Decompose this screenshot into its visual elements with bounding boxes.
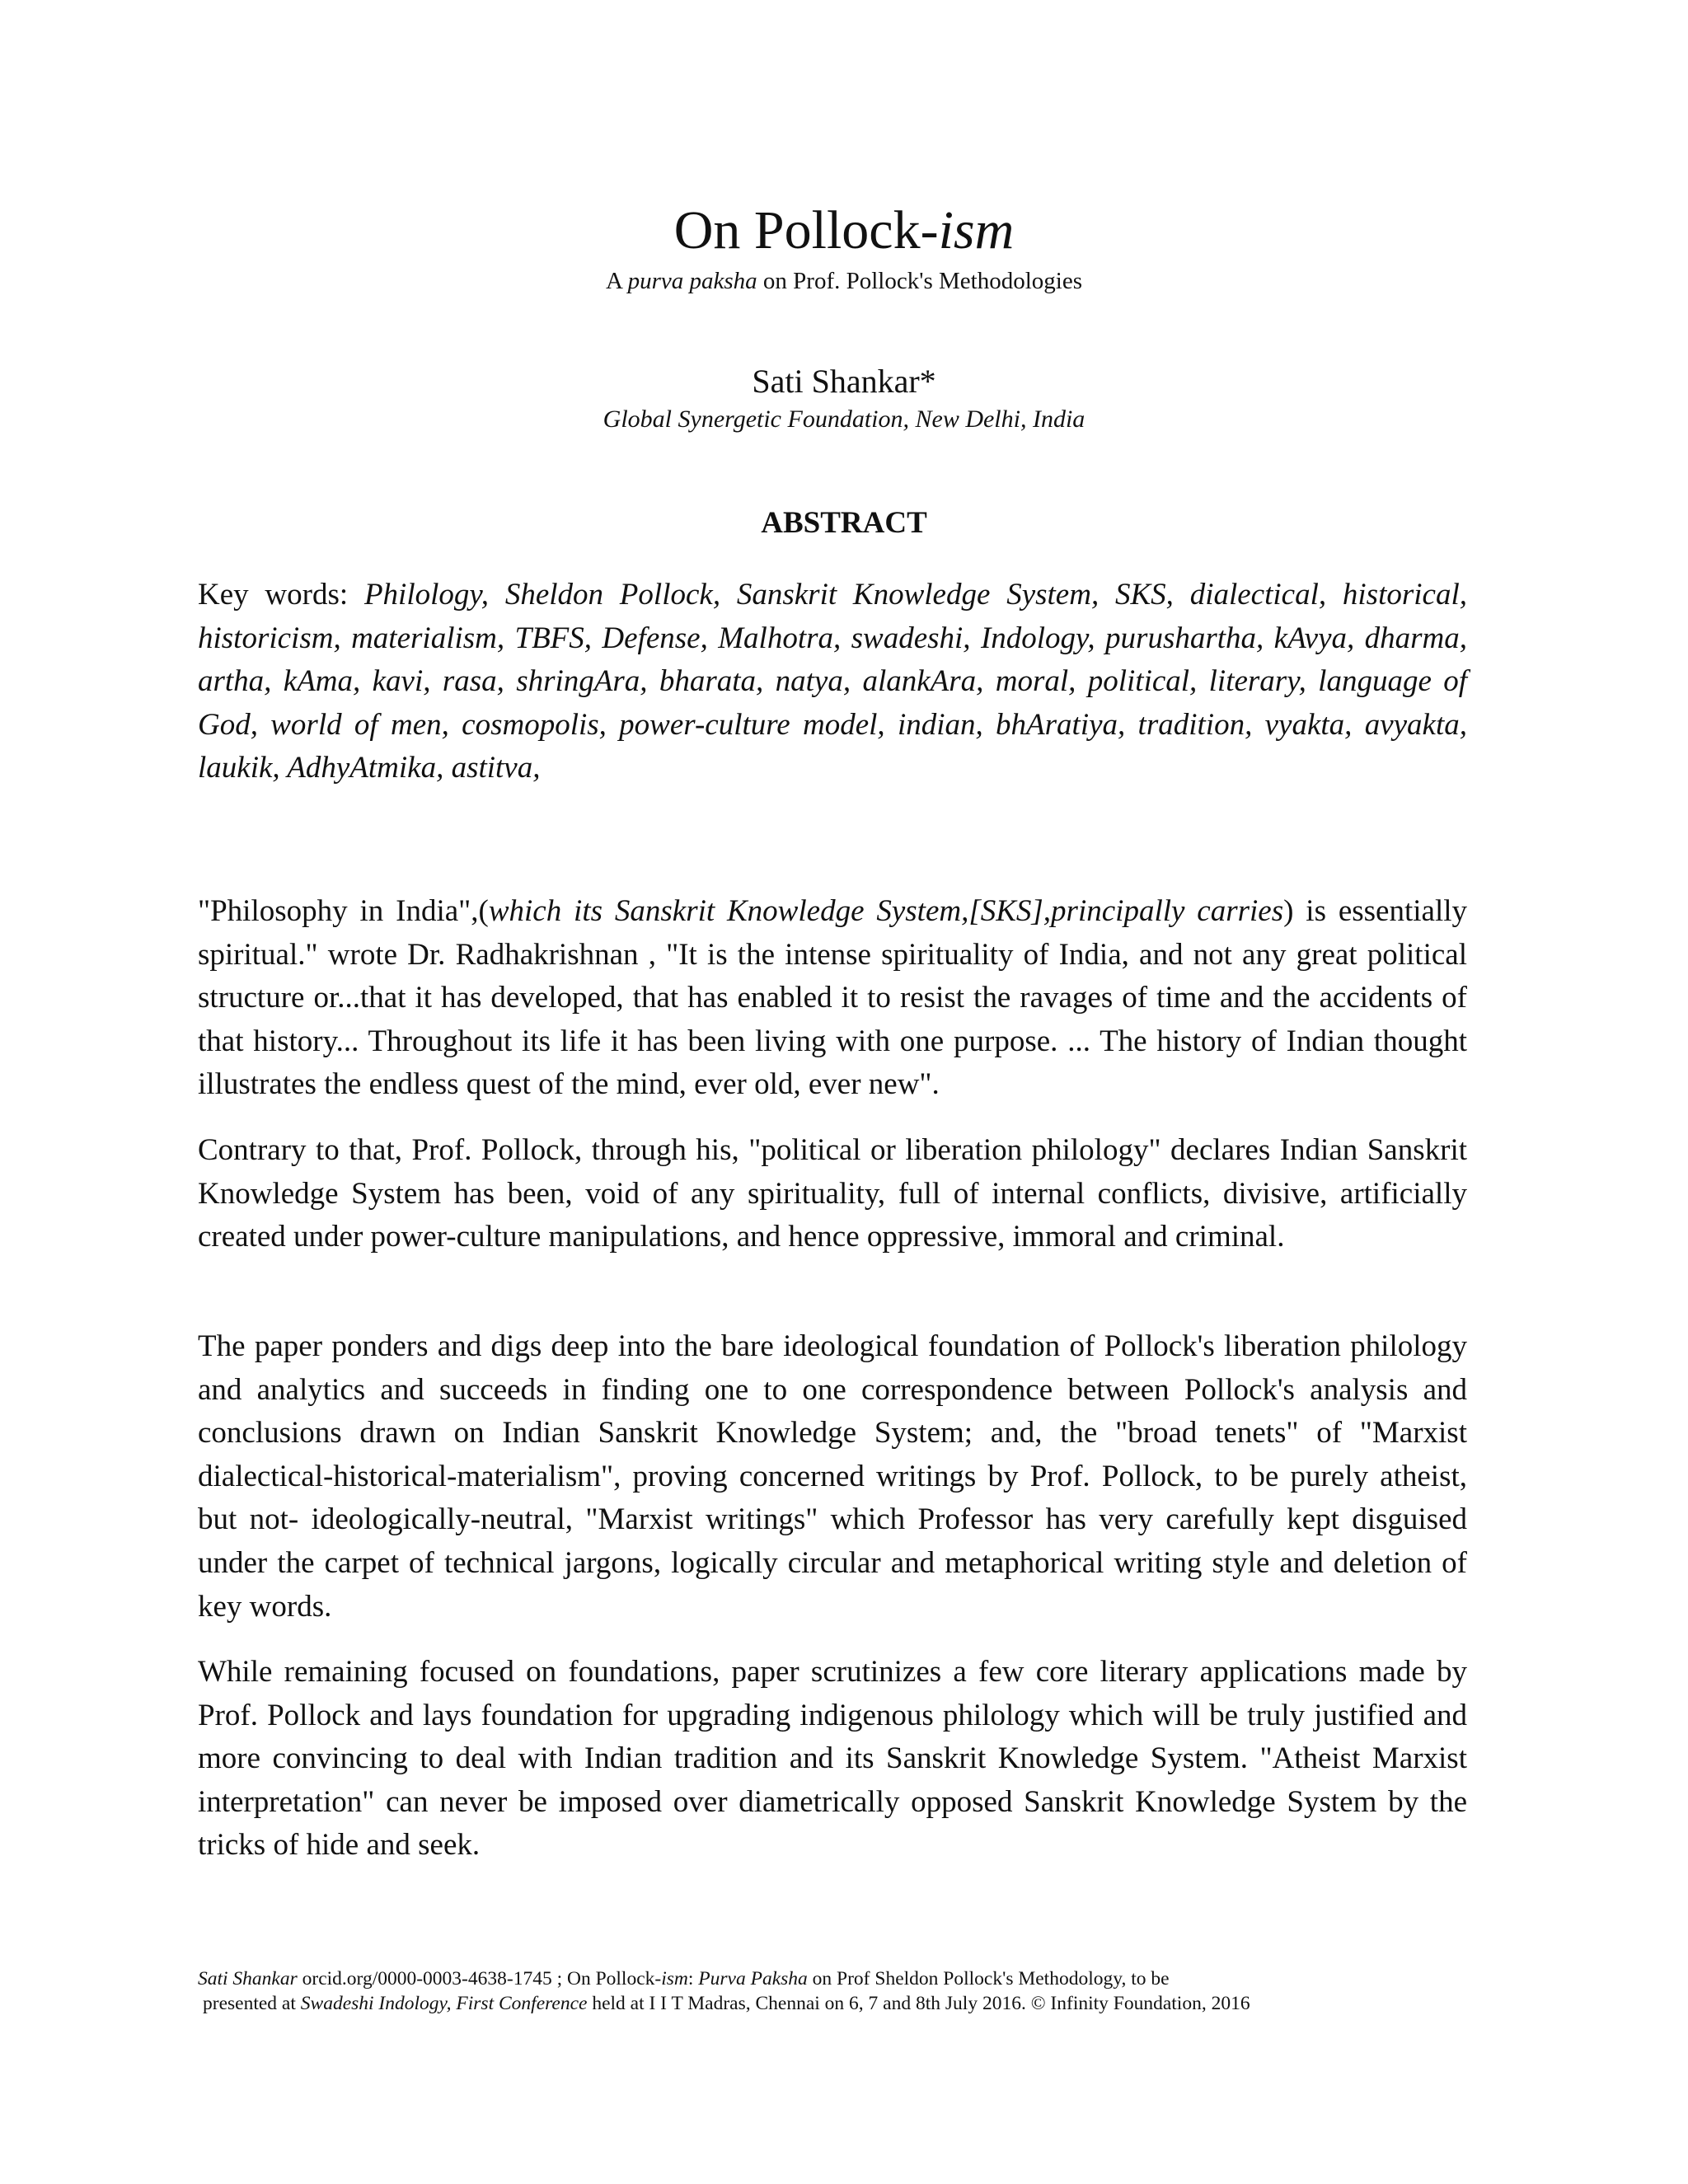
abstract-paragraph-4: While remaining focused on foundations, paper scrutinizes a few core literary applications made by Prof. Pollock and lays foundation for upgrading indigenous philology which will be truly justified and more convincing to deal with Indian tradition and its Sanskrit Knowledge System. "Atheist Marxist interpretation" can never be imposed over diametrically opposed Sanskrit Knowledge System by the tricks of hide and seek. <box>198 1655 1467 1863</box>
footer-ism: ism <box>661 1968 688 1990</box>
footer-l1-rest: on Prof Sheldon Pollock's Methodology, to be <box>807 1968 1170 1990</box>
paper-title <box>0 198 1688 264</box>
abstract-paragraph-3: The paper ponders and digs deep into the bare ideological foundation of Pollock's liberation philology and analytics and succeeds in finding one to one correspondence between Pollock's analysis and conclusions drawn on Indian Sanskrit Knowledge System; and, the "broad tenets" of "Marxist dialectical-historical-materialism", proving concerned writings by Prof. Pollock, to be purely atheist, but not- ideologically-neutral, "Marxist writings" which Professor has very carefully kept disguised under the carpet of technical jargons, logically circular and metaphorical writing style and deletion of key words. <box>198 1329 1467 1624</box>
title-ism: ism <box>938 200 1015 260</box>
author-name: Sati Shankar* <box>752 363 936 400</box>
footer-purva-paksha: Purva Paksha <box>698 1968 808 1990</box>
abstract-heading: ABSTRACT <box>761 506 927 540</box>
subtitle-a: A <box>606 268 628 294</box>
keywords-paragraph <box>198 574 1467 790</box>
p1-start: "Philosophy in India",( <box>198 894 489 928</box>
p1-end: ) is essentially spiritual." wrote Dr. Radhakrishnan , "It is the intense spirituality of India, and not any great political structure or...that it has developed, that has enabled it to resist the ravages of time and the accidents of that history... Throughout its life it has been living with one purpose. ... The history of Indian thought illustrates the endless quest of the mind, ever old, ever new". <box>198 894 1467 1102</box>
footer-line-1 <box>198 1966 1500 1991</box>
subtitle-purva-paksha: purva paksha <box>627 268 757 294</box>
title-main: On Pollock- <box>673 200 939 260</box>
footer-conference: Swadeshi Indology, First Conference <box>300 1993 588 2014</box>
footer-line-2 <box>203 1991 1505 2016</box>
keywords-list: Philology, Sheldon Pollock, Sanskrit Knowledge System, SKS, dialectical, historical, historicism, materialism, TBFS, Defense, Malhotra, swadeshi, Indology, purushartha, kAvya, dharma, artha, kAma, kavi, rasa, shringAra, bharata, natya, alankAra, moral, political, literary, language of God, world of men, cosmopolis, power-culture model, indian, bhAratiya, tradition, vyakta, avyakta, laukik, AdhyAtmika, astitva, <box>198 578 1467 785</box>
footer-l2-rest: held at I I T Madras, Chennai on 6, 7 and 8th July 2016. © Infinity Foundation, 2016 <box>587 1993 1250 2014</box>
footer-presented: presented at <box>203 1993 301 2014</box>
footer-orcid: orcid.org/0000-0003-4638-1745 ; On Pollock- <box>297 1968 662 1990</box>
paper-subtitle <box>0 265 1688 297</box>
abstract-paragraph-2: Contrary to that, Prof. Pollock, through his, "political or liberation philology" declares Indian Sanskrit Knowledge System has been, void of any spirituality, full of internal conflicts, divisive, artificially created under power-culture manipulations, and hence oppressive, immoral and criminal. <box>198 1133 1467 1254</box>
footer-colon: : <box>687 1968 699 1990</box>
p1-italic: which its Sanskrit Knowledge System,[SKS],principally carries <box>488 894 1284 928</box>
footer-author: Sati Shankar <box>198 1968 298 1990</box>
subtitle-rest: on Prof. Pollock's Methodologies <box>757 268 1082 294</box>
author-affiliation: Global Synergetic Foundation, New Delhi, India <box>603 405 1085 433</box>
abstract-paragraph-1 <box>198 890 1467 1107</box>
keywords-label: Key words: <box>198 578 364 612</box>
